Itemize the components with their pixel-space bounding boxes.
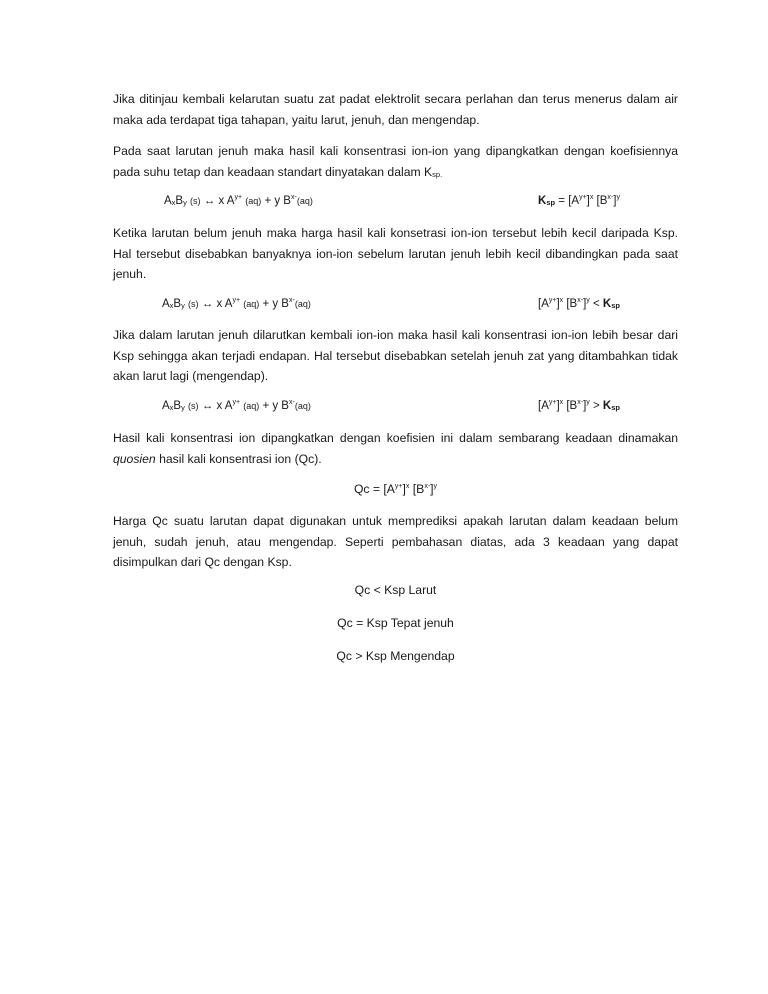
paragraph-quotient: Hasil kali konsentrasi ion dipangkatkan dengan koefisien ini dalam sembarang keadaan dinamakan quosien hasil kali konsentrasi ion (Qc). [113,431,678,466]
paragraph-unsaturated-text: Ketika larutan belum jenuh maka harga hasil kali konsetrasi ion-ion tersebut lebih kecil daripada Ksp. Hal tersebut disebabkan banyaknya ion-ion sebelum larutan jenuh lebih kecil dibandingkan pada saat jenuh. [113,226,678,281]
paragraph-intro [113,89,678,130]
dissolution-equation-3: $A_xB_y$ (s) ↔ x $A^{y+}$ (aq) + y $B^{x-}(aq)$ [162,399,311,412]
ksp-subscript: sp. [432,169,443,179]
condition-larut: Qc < Ksp Larut [354,583,437,597]
quosien-term: quosien [113,451,156,466]
paragraph-supersaturated-text: Jika dalam larutan jenuh dilarutkan kembali ion-ion maka hasil kali konsentrasi ion-ion lebih besar dari Ksp sehingga akan terjadi endapan. Hal tersebut disebabkan setelah jenuh zat yang ditambahkan tidak akan larut lagi (mengendap). [113,328,678,383]
paragraph-unsaturated [113,223,678,285]
ion-product-greater-than: $[A^{y+}]^x$ $[B^{x-}]^y > K_{sp}$ [538,399,620,412]
paragraph-prediction [113,511,678,573]
condition-tepat-jenuh: Qc = Ksp Tepat jenuh [337,616,454,630]
dissolution-equation-1: $A_xB_y$ (s) ↔ x $A^{y+}$ (aq) + y $B^{x-}(aq)$ [164,194,313,207]
dissolution-equation-2: $A_xB_y$ (s) ↔ x $A^{y+}$ (aq) + y $B^{x-}(aq)$ [162,297,311,310]
qc-formula: $Qc = [A^{y+}]^x$ $[B^{x-}]^y$ [353,482,438,496]
ion-product-less-than: $[A^{y+}]^x$ $[B^{x-}]^y < K_{sp}$ [538,297,620,310]
paragraph-intro-text: Jika ditinjau kembali kelarutan suatu zat padat elektrolit secara perlahan dan terus menerus dalam air maka ada terdapat tiga tahapan, yaitu larut, jenuh, dan mengendap. [113,92,678,127]
paragraph-saturated-text: Pada saat larutan jenuh maka hasil kali konsentrasi ion-ion yang dipangkatkan dengan koefisiennya pada suhu tetap dan keadaan standart dinyatakan dalam K [113,144,678,179]
paragraph-saturated [113,141,678,182]
ksp-expression: $K_{sp} = [A^{y+}]^x$ $[B^{x-}]^y$ [538,194,620,207]
condition-mengendap: Qc > Ksp Mengendap [336,649,455,663]
paragraph-prediction-text: Harga Qc suatu larutan dapat digunakan untuk memprediksi apakah larutan dalam keadaan belum jenuh, sudah jenuh, atau mengendap. Seperti pembahasan diatas, ada 3 keadaan yang dapat disimpulkan dari Qc dengan Ksp. [113,514,678,569]
paragraph-supersaturated [113,325,678,387]
